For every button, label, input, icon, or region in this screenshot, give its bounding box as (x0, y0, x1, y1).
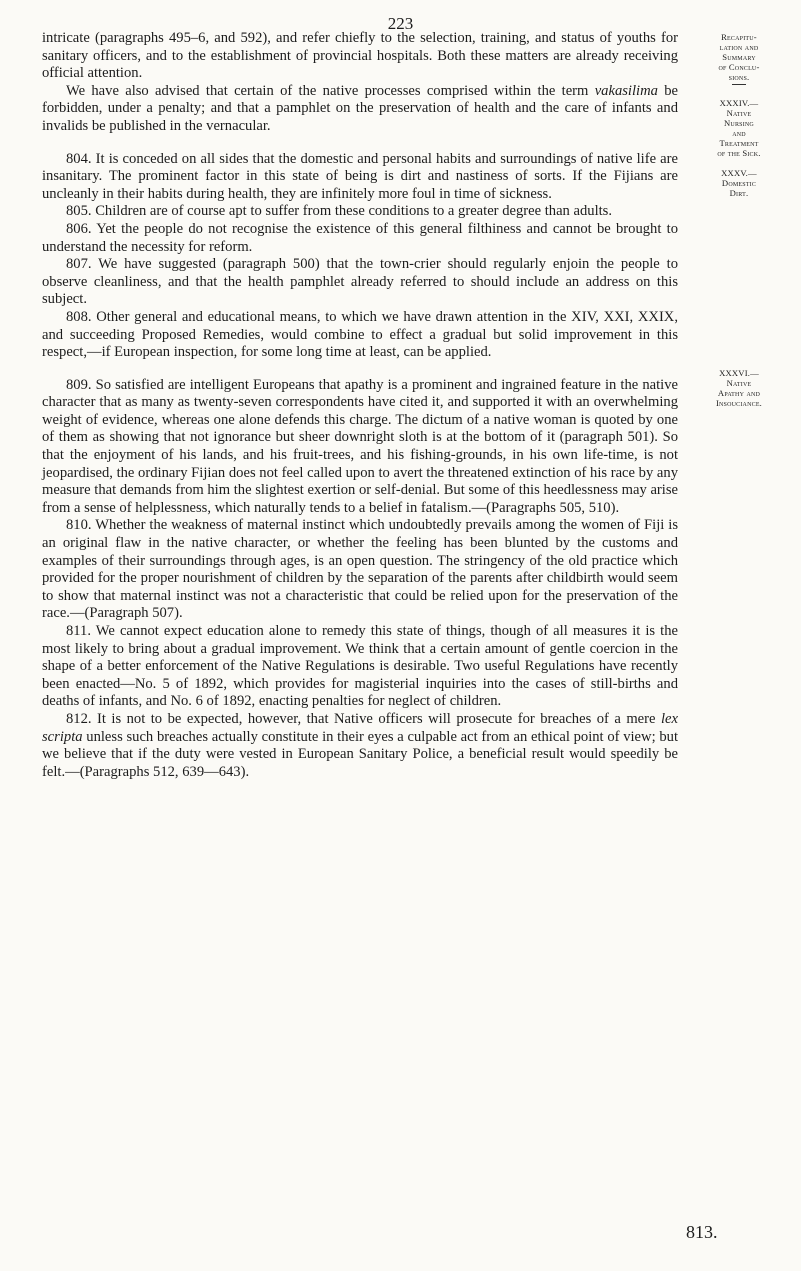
divider (732, 84, 746, 85)
italic-term: vakasilima (594, 82, 658, 99)
main-text (42, 30, 678, 781)
margin-note-recapitulation: Recapitu- lation and Summary of Conclu- sions. (680, 32, 798, 87)
margin-note-diet: XXXV.— Domestic Dirt. (721, 168, 757, 198)
paragraph-809: 809. So satisfied are intelligent Europeans that apathy is a prominent and ingrained feature in the native character that as many as twenty-seven correspondents have cited it, and supported it with an overwhelming weight of evidence, whereas one alone defends this charge. The dictum of a native woman is quoted by one of them as showing that not ignorance but sheer downright sloth is at the bottom of it (paragraph 501). So that the enjoyment of his lands, and his fruit-trees, and his fishing-grounds, in his own life-time, is not jeopardised, the ordinary Fijian does not feel called upon to avert the threatened extinction of his race by any measure that demands from him the slightest exertion or self-denial. But some of this heedlessness may arise from a sense of helplessness, which naturally tends to a belief in fatalism.—(Paragraphs 505, 510). (42, 376, 678, 516)
margin-note-apathy: XXXVI.— Native Apathy and Insouciance. (715, 368, 763, 408)
paragraph-810: 810. Whether the weakness of maternal instinct which undoubtedly prevails among the women of Fiji is an original flaw in the native character, or whether the feeling has been blunted by the customs and examples of their surroundings through ages, is an open question. The stringency of the old practice which provided for the proper nourishment of children by the separation of the parents after childbirth would seem to show that maternal instinct was not a characteristic that could be relied upon for the preservation of the race.—(Paragraph 507). (42, 517, 678, 622)
paragraph-808: 808. Other general and educational means, to which we have drawn attention in the XIV, XXI, XXIX, and succeeding Proposed Remedies, would combine to effect a gradual but solid improvement in this respect,—if European inspection, for some long time at least, can be applied. (42, 308, 678, 361)
paragraph-intro-1: intricate (paragraphs 495–6, and 592), and refer chiefly to the selection, training, and status of youths for sanitary officers, and to the establishment of provincial hospitals. Both these matters are already receiving official attention. (42, 30, 678, 82)
page-number: 223 (387, 14, 414, 33)
paragraph-812: 812. It is not to be expected, however, that Native officers will prosecute for breaches of a mere lex scripta unless such breaches actually constitute in their eyes a culpable act from an ethical point of view; but we believe that if the duty were vested in European Sanitary Police, a beneficial result would speedily be felt.—(Paragraphs 512, 639—643). (42, 710, 678, 780)
paragraph-806: 806. Yet the people do not recognise the existence of this general filthiness and cannot be brought to understand the necessity for reform. (42, 220, 678, 255)
paragraph-805: 805. Children are of course apt to suffer from these conditions to a greater degree than adults. (66, 203, 613, 220)
paragraph-811: 811. We cannot expect education alone to remedy this state of things, though of all measures it is the most likely to bring about a gradual improvement. We think that a certain amount of gentle coercion in the shape of a better enforcement of the Native Regulations is desirable. Two useful Regulations have recently been enacted—No. 5 of 1892, which provides for magisterial inquiries into the cases of still-births and deaths of infants, and No. 6 of 1892, enacting penalties for neglect of children. (42, 623, 678, 710)
paragraph-807: 807. We have suggested (paragraph 500) that the town-crier should regularly enjoin the people to observe cleanliness, and that the health pamphlet already referred to should include an address on this subject. (42, 256, 678, 308)
footer-page-number: 813. (686, 1222, 718, 1242)
paragraph-intro-2: We have also advised that certain of the native processes comprised within the term vakasilima be forbidden, under a penalty; and that a pamphlet on the preservation of health and the care of infants and invalids be published in the vernacular. (42, 82, 678, 134)
paragraph-804: 804. It is conceded on all sides that the domestic and personal habits and surroundings of native life are insanitary. The prominent factor in this state of being is dirt and nastiness of sorts. If the Fijians are uncleanly in their habits during health, they are infinitely more foul in time of sickness. (42, 150, 678, 202)
italic-term: lex scripta (42, 710, 678, 745)
margin-note-nursing: XXXIV.— Native Nursing and Treatment of the Sick. (717, 98, 761, 158)
